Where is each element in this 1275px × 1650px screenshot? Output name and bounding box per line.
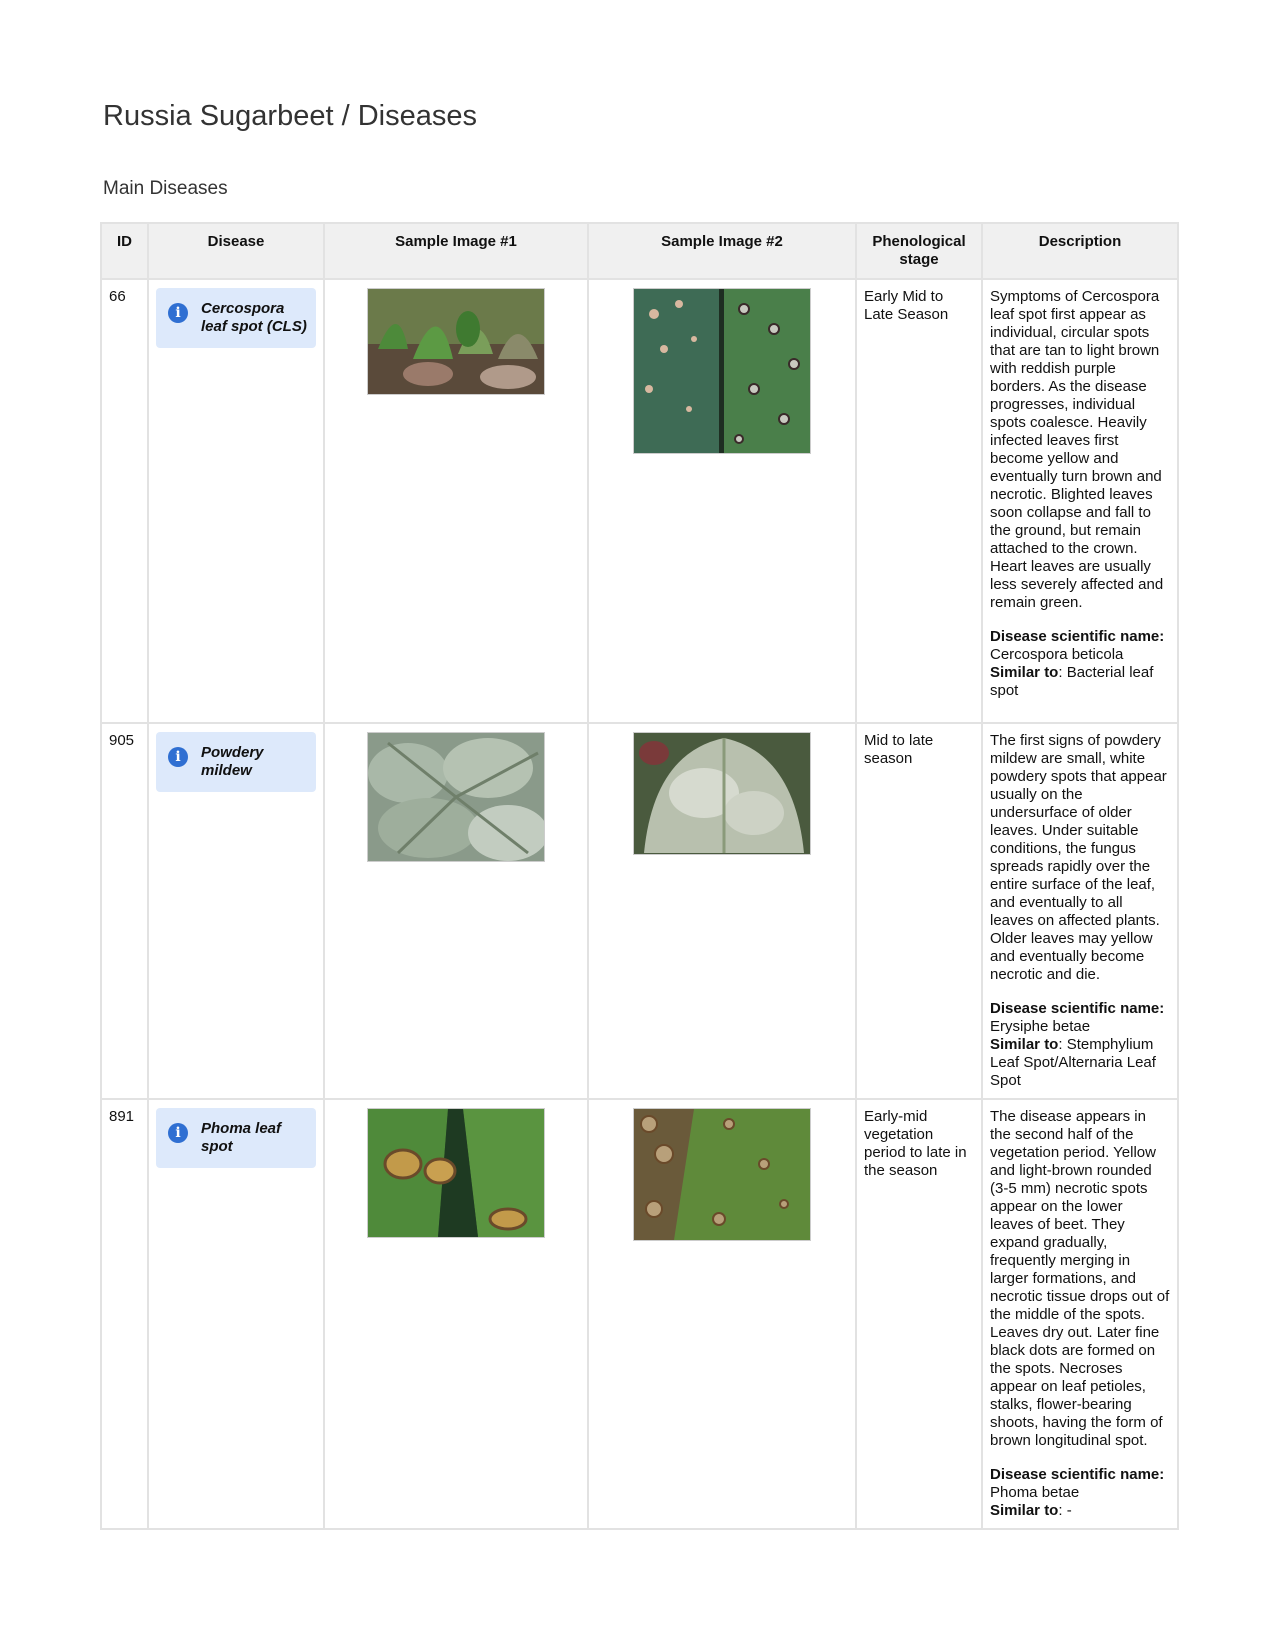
disease-link[interactable] bbox=[156, 1108, 316, 1168]
sample-image-1[interactable] bbox=[367, 732, 545, 862]
section-title: Main Diseases bbox=[103, 178, 228, 199]
disease-name[interactable]: Phoma leaf spot bbox=[201, 1120, 282, 1155]
row-id: 905 bbox=[101, 723, 148, 1099]
row-id: 891 bbox=[101, 1099, 148, 1529]
info-icon[interactable]: i bbox=[168, 303, 188, 323]
header-disease: Disease bbox=[148, 223, 324, 279]
scientific-name: Erysiphe betae bbox=[990, 1018, 1091, 1035]
sample-image-2[interactable] bbox=[633, 732, 811, 855]
info-icon[interactable]: i bbox=[168, 747, 188, 767]
scientific-label: Disease scientific name: bbox=[990, 1000, 1165, 1017]
disease-link[interactable] bbox=[156, 288, 316, 348]
disease-cell bbox=[148, 1099, 324, 1529]
similar-to: : Stemphylium Leaf Spot/Alternaria Leaf Spot bbox=[990, 1036, 1156, 1089]
similar-label: Similar to bbox=[990, 1036, 1059, 1053]
disease-meta bbox=[990, 1000, 1170, 1090]
header-image-1: Sample Image #1 bbox=[324, 223, 588, 279]
disease-name[interactable]: Powdery mildew bbox=[201, 744, 264, 779]
disease-name[interactable]: Cercospora leaf spot (CLS) bbox=[201, 300, 307, 335]
sample-image-2-cell bbox=[588, 279, 856, 723]
sample-image-2[interactable] bbox=[633, 1108, 811, 1241]
similar-label: Similar to bbox=[990, 1502, 1059, 1519]
sample-image-1-cell bbox=[324, 279, 588, 723]
disease-cell bbox=[148, 723, 324, 1099]
header-description: Description bbox=[982, 223, 1178, 279]
scientific-label: Disease scientific name: bbox=[990, 1466, 1165, 1483]
sample-image-1-cell bbox=[324, 1099, 588, 1529]
page-title: Russia Sugarbeet / Diseases bbox=[103, 100, 477, 132]
table-header-row bbox=[101, 223, 1178, 279]
scientific-name: Cercospora beticola bbox=[990, 646, 1124, 663]
header-id: ID bbox=[101, 223, 148, 279]
description-cell bbox=[982, 723, 1178, 1099]
sample-image-1[interactable] bbox=[367, 1108, 545, 1238]
description-text: The disease appears in the second half of the vegetation period. Yellow and light-brown rounded (3-5 mm) necrotic spots appear on the lower leaves of beet. They expand gradually, frequently merging in larger formations, and necrotic tissue drops out of the middle of the spots. Leaves dry out. Later fine black dots are formed on the spots. Necroses appear on leaf petioles, stalks, flower-bearing shoots, having the form of brown longitudinal spot. bbox=[990, 1108, 1170, 1449]
sample-image-1[interactable] bbox=[367, 288, 545, 395]
disease-cell bbox=[148, 279, 324, 723]
sample-image-1-cell bbox=[324, 723, 588, 1099]
similar-to: : Bacterial leaf spot bbox=[990, 664, 1154, 699]
table-row bbox=[101, 279, 1178, 723]
description-cell bbox=[982, 1099, 1178, 1529]
disease-meta bbox=[990, 1466, 1170, 1520]
scientific-label: Disease scientific name: bbox=[990, 628, 1165, 645]
similar-to: : - bbox=[1058, 1502, 1072, 1519]
scientific-name: Phoma betae bbox=[990, 1484, 1080, 1501]
sample-image-2-cell bbox=[588, 723, 856, 1099]
disease-link[interactable] bbox=[156, 732, 316, 792]
description-text: The first signs of powdery mildew are small, white powdery spots that appear usually on the undersurface of older leaves. Under suitable conditions, the fungus spreads rapidly over the entire surface of the leaf, and eventually to all leaves on affected plants. Older leaves may yellow and eventually become necrotic and die. bbox=[990, 732, 1167, 983]
table-row bbox=[101, 1099, 1178, 1529]
stage-cell: Early-mid vegetation period to late in the season bbox=[856, 1099, 982, 1529]
info-icon[interactable]: i bbox=[168, 1123, 188, 1143]
description-text: Symptoms of Cercospora leaf spot first appear as individual, circular spots that are tan to light brown with reddish purple borders. As the disease progresses, individual spots coalesce. Heavily infected leaves first become yellow and eventually turn brown and necrotic. Blighted leaves soon collapse and fall to the ground, but remain attached to the crown. Heart leaves are usually less severely affected and remain green. bbox=[990, 288, 1164, 611]
disease-meta bbox=[990, 628, 1170, 700]
row-id: 66 bbox=[101, 279, 148, 723]
header-image-2: Sample Image #2 bbox=[588, 223, 856, 279]
table-row bbox=[101, 723, 1178, 1099]
stage-cell: Early Mid to Late Season bbox=[856, 279, 982, 723]
sample-image-2-cell bbox=[588, 1099, 856, 1529]
description-cell bbox=[982, 279, 1178, 723]
header-stage: Phenological stage bbox=[856, 223, 982, 279]
diseases-table bbox=[100, 222, 1179, 1530]
similar-label: Similar to bbox=[990, 664, 1059, 681]
stage-cell: Mid to late season bbox=[856, 723, 982, 1099]
sample-image-2[interactable] bbox=[633, 288, 811, 454]
